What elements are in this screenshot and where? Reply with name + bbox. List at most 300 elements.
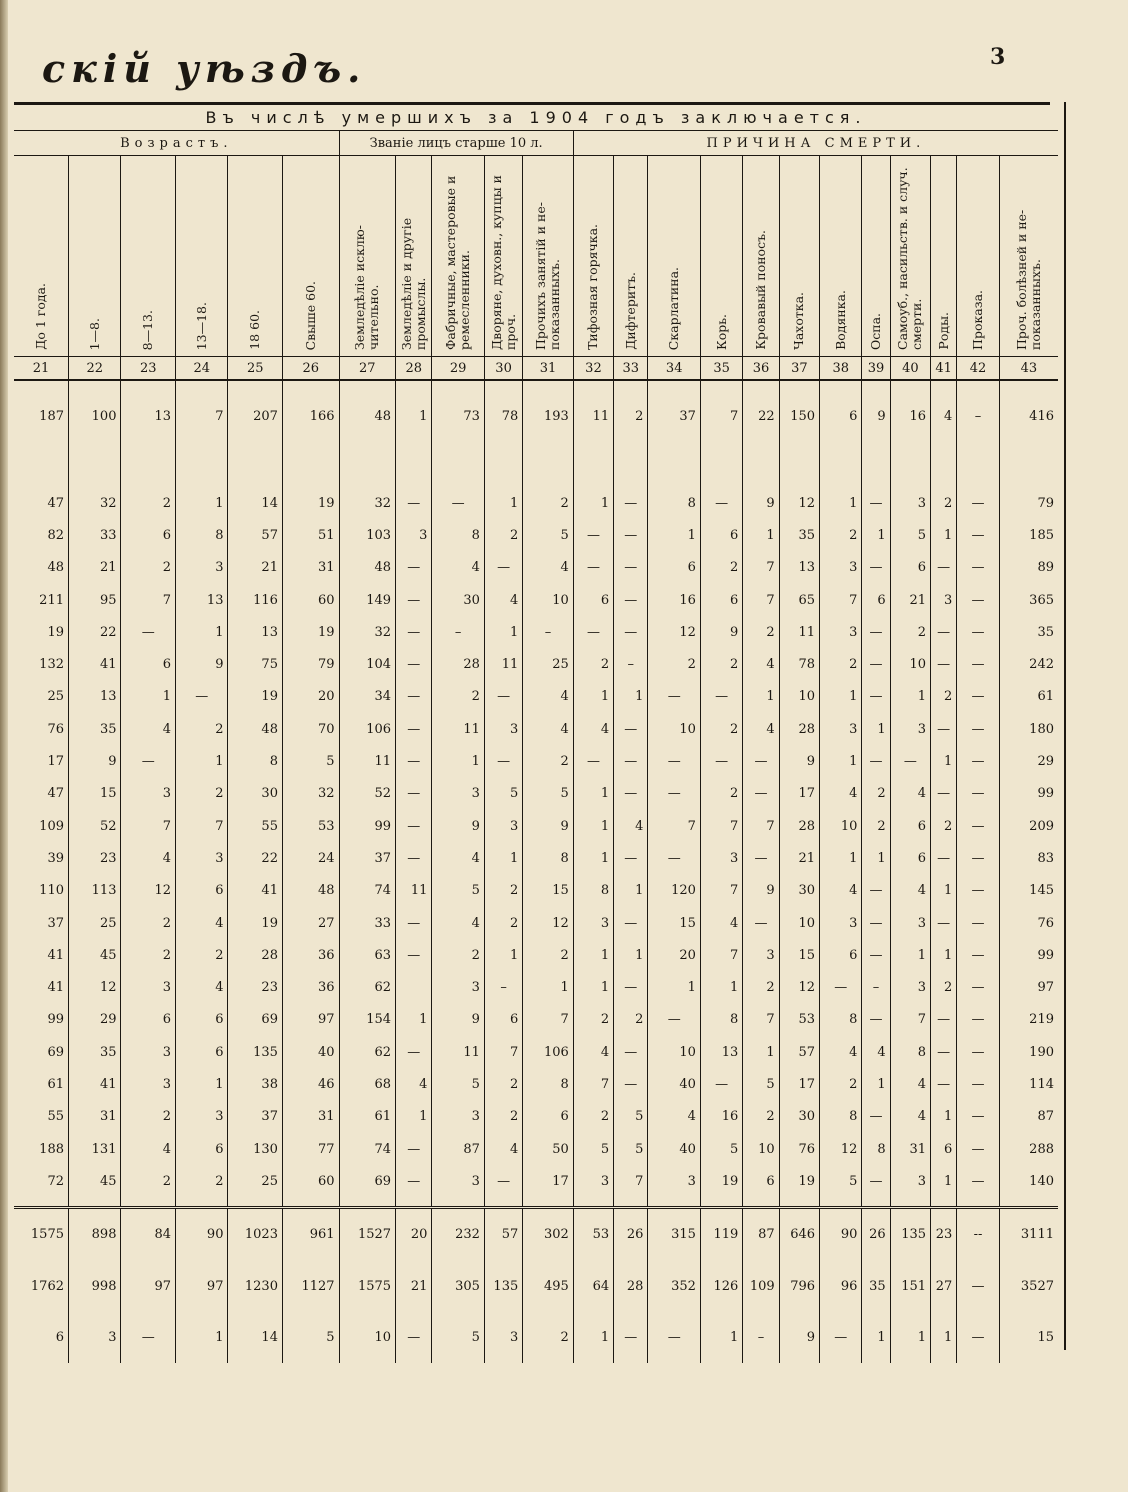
spacer-cell <box>396 451 432 487</box>
table-cell: — <box>931 1036 957 1068</box>
column-header <box>121 156 176 357</box>
table-row <box>14 487 1058 519</box>
table-cell: 19 <box>228 907 283 939</box>
table-cell: — <box>432 487 484 519</box>
table-cell: 1 <box>931 939 957 971</box>
table-cell: 3 <box>175 552 227 584</box>
table-cell: 90 <box>820 1207 862 1261</box>
table-cell: 2 <box>700 778 742 810</box>
table-cell: — <box>957 713 999 745</box>
table-cell: 2 <box>175 939 227 971</box>
table-cell: 1 <box>175 616 227 648</box>
column-number: 40 <box>890 357 930 381</box>
column-header-label: Корь. <box>713 314 729 350</box>
table-cell: 55 <box>228 810 283 842</box>
table-cell: 4 <box>175 971 227 1003</box>
table-cell: — <box>957 875 999 907</box>
table-cell: 2 <box>432 681 484 713</box>
table-cell: 2 <box>523 745 574 777</box>
table-cell: 130 <box>228 1133 283 1165</box>
column-header-label: Дифтеритъ. <box>622 272 638 350</box>
table-cell: 6 <box>121 648 176 680</box>
table-cell: — <box>820 971 862 1003</box>
table-cell: 2 <box>890 616 930 648</box>
column-number: 30 <box>484 357 522 381</box>
table-cell: 4 <box>890 1068 930 1100</box>
table-cell: 193 <box>523 380 574 451</box>
table-cell: — <box>121 616 176 648</box>
table-cell: 7 <box>890 1004 930 1036</box>
table-cell: 31 <box>282 552 339 584</box>
column-number-row <box>14 357 1058 381</box>
table-cell: 21 <box>228 552 283 584</box>
column-number: 36 <box>743 357 779 381</box>
table-cell: — <box>396 1313 432 1363</box>
table-cell: 13 <box>69 681 121 713</box>
table-cell: 13 <box>700 1036 742 1068</box>
table-cell: 1 <box>432 745 484 777</box>
table-cell: 154 <box>339 1004 396 1036</box>
table-cell: 17 <box>14 745 69 777</box>
table-cell: 3 <box>121 1068 176 1100</box>
column-header-label: Чахотка. <box>791 292 807 350</box>
table-cell: 120 <box>648 875 700 907</box>
table-cell: – <box>862 971 890 1003</box>
table-cell: 4 <box>648 1101 700 1133</box>
table-cell: 4 <box>573 713 613 745</box>
spacer-cell <box>228 451 283 487</box>
table-cell: 305 <box>432 1261 484 1313</box>
table-cell: 2 <box>700 552 742 584</box>
table-cell: 10 <box>339 1313 396 1363</box>
table-cell: 1 <box>648 971 700 1003</box>
table-cell: 53 <box>282 810 339 842</box>
table-cell: 5 <box>282 745 339 777</box>
table-cell: 2 <box>121 487 176 519</box>
table-cell: 29 <box>1037 754 1054 770</box>
table-cell: 1 <box>614 939 648 971</box>
column-header-label: 8—13. <box>140 309 156 350</box>
table-cell: 21 <box>69 552 121 584</box>
table-cell: 13 <box>121 380 176 451</box>
table-cell: 7 <box>743 810 779 842</box>
table-cell: 36 <box>282 971 339 1003</box>
table-cell: 15 <box>69 778 121 810</box>
table-cell: 2 <box>175 713 227 745</box>
table-cell: 69 <box>339 1165 396 1197</box>
table-cell: 35 <box>69 713 121 745</box>
table-cell: 10 <box>779 681 819 713</box>
table-cell: 106 <box>523 1036 574 1068</box>
column-header-label: Водянка. <box>832 290 848 350</box>
group-age: Возрастъ. <box>14 131 339 156</box>
table-cell: 5 <box>890 519 930 551</box>
table-row <box>14 971 1058 1003</box>
table-cell: – <box>743 1313 779 1363</box>
table-cell: 3 <box>432 778 484 810</box>
table-cell: 6 <box>820 380 862 451</box>
table-cell: — <box>957 584 999 616</box>
table-cell: — <box>484 552 522 584</box>
table-cell: 1023 <box>228 1207 283 1261</box>
table-cell: — <box>862 616 890 648</box>
table-cell: 110 <box>14 875 69 907</box>
table-cell: — <box>743 907 779 939</box>
table-cell: 5 <box>523 519 574 551</box>
table-cell: — <box>862 552 890 584</box>
table-cell: 3 <box>432 1101 484 1133</box>
table-cell: 365 <box>1029 592 1054 608</box>
table-cell: 961 <box>282 1207 339 1261</box>
table-cell: – <box>957 380 999 451</box>
column-number: 24 <box>175 357 227 381</box>
table-cell: 2 <box>648 648 700 680</box>
table-cell: 4 <box>820 778 862 810</box>
spacer-cell <box>999 451 1058 487</box>
table-cell: 1 <box>614 875 648 907</box>
table-cell: 76 <box>1037 915 1054 931</box>
column-header-label: До 1 года. <box>33 283 48 350</box>
table-cell: 75 <box>228 648 283 680</box>
table-cell: — <box>957 519 999 551</box>
table-cell: — <box>614 487 648 519</box>
spacer-cell <box>614 451 648 487</box>
table-cell: — <box>957 1313 999 1363</box>
table-cell: — <box>396 487 432 519</box>
table-cell: – <box>432 616 484 648</box>
column-header-label: 1—8. <box>86 317 102 350</box>
table-cell: 9 <box>743 487 779 519</box>
table-cell: 1 <box>175 745 227 777</box>
table-cell: 2 <box>175 1165 227 1197</box>
spacer-cell <box>743 1198 779 1208</box>
table-cell: — <box>396 1036 432 1068</box>
table-cell: 2 <box>862 810 890 842</box>
table-cell: — <box>614 1036 648 1068</box>
table-cell: 6 <box>743 1165 779 1197</box>
table-cell: 2 <box>931 681 957 713</box>
table-cell: 19 <box>228 681 283 713</box>
table-cell: 30 <box>779 1101 819 1133</box>
table-cell: 29 <box>69 1004 121 1036</box>
column-number: 22 <box>69 357 121 381</box>
table-cell: 4 <box>432 907 484 939</box>
table-cell: 1 <box>573 1313 613 1363</box>
table-cell: — <box>700 487 742 519</box>
table-cell: 106 <box>339 713 396 745</box>
table-cell: 48 <box>339 380 396 451</box>
column-header <box>573 156 613 357</box>
table-cell: 41 <box>69 1068 121 1100</box>
table-cell: 113 <box>69 875 121 907</box>
table-cell: 5 <box>432 1068 484 1100</box>
spacer-cell <box>931 1198 957 1208</box>
table-cell: 24 <box>282 842 339 874</box>
table-cell: — <box>396 939 432 971</box>
table-cell: 26 <box>862 1207 890 1261</box>
table-cell: 23 <box>228 971 283 1003</box>
table-cell: — <box>743 745 779 777</box>
table-cell: 79 <box>1037 495 1054 511</box>
table-cell: 9 <box>432 810 484 842</box>
table-cell: 61 <box>339 1101 396 1133</box>
table-cell: 40 <box>648 1133 700 1165</box>
table-cell: 63 <box>339 939 396 971</box>
table-cell: 4 <box>523 552 574 584</box>
table-cell: 53 <box>779 1004 819 1036</box>
table-cell: 16 <box>648 584 700 616</box>
table-cell: 25 <box>69 907 121 939</box>
table-cell: — <box>862 875 890 907</box>
table-cell: 3 <box>648 1165 700 1197</box>
table-cell: 2 <box>614 1004 648 1036</box>
table-cell: 6 <box>121 519 176 551</box>
column-header-label: Прочихъ занятій и не-показанныхъ. <box>533 202 562 350</box>
table-cell: 2 <box>121 1165 176 1197</box>
table-cell: 60 <box>282 1165 339 1197</box>
table-row <box>14 616 1058 648</box>
table-row <box>14 745 1058 777</box>
table-row <box>14 1133 1058 1165</box>
table-cell: 19 <box>700 1165 742 1197</box>
table-cell: 31 <box>890 1133 930 1165</box>
table-cell: 9 <box>175 648 227 680</box>
table-cell: 2 <box>484 907 522 939</box>
table-cell: 140 <box>1029 1173 1054 1189</box>
table-cell: 84 <box>121 1207 176 1261</box>
table-cell: 12 <box>820 1133 862 1165</box>
table-cell: — <box>396 1133 432 1165</box>
spacer-cell <box>339 1198 396 1208</box>
table-cell: 41 <box>14 971 69 1003</box>
table-cell: 4 <box>743 713 779 745</box>
table-cell: 416 <box>1029 408 1054 424</box>
spacer-cell <box>484 451 522 487</box>
table-cell: 17 <box>779 778 819 810</box>
table-cell: 646 <box>779 1207 819 1261</box>
table-cell: 45 <box>69 1165 121 1197</box>
table-cell: 12 <box>779 971 819 1003</box>
table-cell: — <box>700 1068 742 1100</box>
column-header-label: Земледѣліе исклю-чительно. <box>352 225 382 350</box>
table-cell: 119 <box>700 1207 742 1261</box>
table-cell: 1 <box>484 842 522 874</box>
table-row <box>14 648 1058 680</box>
table-cell: 82 <box>14 519 69 551</box>
table-cell: 3 <box>69 1313 121 1363</box>
table-cell: 16 <box>890 380 930 451</box>
table-cell: 19 <box>14 616 69 648</box>
table-cell: 5 <box>614 1133 648 1165</box>
spacer-cell <box>890 451 930 487</box>
table-cell: 41 <box>14 939 69 971</box>
table-cell: — <box>957 939 999 971</box>
table-cell: 211 <box>14 584 69 616</box>
table-cell: — <box>957 1068 999 1100</box>
column-header-label: Свыше 60. <box>302 280 318 350</box>
table-cell: 41 <box>228 875 283 907</box>
table-cell: 242 <box>1029 657 1054 673</box>
table-cell: 207 <box>228 380 283 451</box>
table-cell: 6 <box>573 584 613 616</box>
table-row <box>14 778 1058 810</box>
table-cell: 1 <box>573 971 613 1003</box>
table-row <box>14 875 1058 907</box>
table-cell: — <box>573 552 613 584</box>
table-cell: — <box>396 713 432 745</box>
table-cell: 3 <box>700 842 742 874</box>
table-cell: — <box>931 552 957 584</box>
spacer-cell <box>614 1198 648 1208</box>
table-row <box>14 810 1058 842</box>
spacer-cell <box>820 451 862 487</box>
table-cell: 5 <box>820 1165 862 1197</box>
table-cell: 73 <box>432 380 484 451</box>
table-cell: 151 <box>890 1261 930 1313</box>
table-cell: 1 <box>862 842 890 874</box>
table-cell: — <box>573 745 613 777</box>
table-cell: 76 <box>779 1133 819 1165</box>
spacer-cell <box>228 1198 283 1208</box>
table-cell: 22 <box>69 616 121 648</box>
table-cell: 3 <box>820 907 862 939</box>
table-cell: 4 <box>121 713 176 745</box>
table-cell: 6 <box>175 875 227 907</box>
table-cell: — <box>890 745 930 777</box>
table-cell: — <box>957 1165 999 1197</box>
table-cell: — <box>820 1313 862 1363</box>
table-cell: 87 <box>432 1133 484 1165</box>
table-cell: — <box>396 552 432 584</box>
table-cell: 180 <box>1029 721 1054 737</box>
table-cell: 6 <box>175 1133 227 1165</box>
table-cell: — <box>862 487 890 519</box>
table-cell: 4 <box>820 875 862 907</box>
table-cell: 15 <box>779 939 819 971</box>
table-cell: 21 <box>890 584 930 616</box>
table-cell: 21 <box>779 842 819 874</box>
table-cell: 7 <box>700 810 742 842</box>
table-cell: 3527 <box>1020 1279 1054 1295</box>
table-cell: 1 <box>573 939 613 971</box>
spacer-cell <box>820 1198 862 1208</box>
table-cell: 10 <box>648 1036 700 1068</box>
column-number: 43 <box>999 357 1058 381</box>
spacer-cell <box>862 451 890 487</box>
table-cell: 104 <box>339 648 396 680</box>
table-cell: — <box>648 842 700 874</box>
column-header-label: Роды. <box>935 312 951 350</box>
table-cell: 15 <box>1037 1330 1054 1346</box>
table-cell: — <box>121 1313 176 1363</box>
table-cell: 7 <box>573 1068 613 1100</box>
table-cell: — <box>862 1004 890 1036</box>
spacer-cell <box>484 1198 522 1208</box>
column-number: 25 <box>228 357 283 381</box>
spacer-cell <box>890 1198 930 1208</box>
column-header <box>228 156 283 357</box>
table-cell: 1 <box>175 1313 227 1363</box>
table-cell: 5 <box>432 875 484 907</box>
table-cell: 100 <box>69 380 121 451</box>
table-cell: — <box>614 778 648 810</box>
table-cell: 1 <box>890 939 930 971</box>
spacer-cell <box>396 1198 432 1208</box>
table-cell: — <box>862 1101 890 1133</box>
table-cell: 90 <box>175 1207 227 1261</box>
table-cell: — <box>743 842 779 874</box>
table-cell: 97 <box>282 1004 339 1036</box>
spacer-cell <box>121 1198 176 1208</box>
table-cell: 36 <box>282 939 339 971</box>
table-cell: 40 <box>282 1036 339 1068</box>
column-header <box>779 156 819 357</box>
table-cell: 1 <box>890 1313 930 1363</box>
table-cell: 25 <box>228 1165 283 1197</box>
table-cell: 4 <box>121 1133 176 1165</box>
table-cell: 4 <box>890 1101 930 1133</box>
group-header-row <box>14 131 1058 156</box>
table-cell: 11 <box>573 380 613 451</box>
table-cell: 116 <box>228 584 283 616</box>
column-number: 21 <box>14 357 69 381</box>
column-header <box>339 156 396 357</box>
table-cell: 11 <box>484 648 522 680</box>
table-cell: 4 <box>175 907 227 939</box>
table-row <box>14 907 1058 939</box>
table-cell: 6 <box>648 552 700 584</box>
column-header-label: Оспа. <box>868 312 884 350</box>
table-cell: 7 <box>743 552 779 584</box>
table-cell: — <box>700 681 742 713</box>
table-cell: 1 <box>700 1313 742 1363</box>
table-cell: 95 <box>69 584 121 616</box>
column-header-label: Фабричные, мастеровые и ремесленники. <box>443 175 473 350</box>
table-cell: 7 <box>175 380 227 451</box>
spacer-cell <box>999 1198 1058 1208</box>
table-cell: — <box>648 681 700 713</box>
table-row <box>14 939 1058 971</box>
table-cell: 219 <box>1029 1012 1054 1028</box>
table-cell: 6 <box>890 842 930 874</box>
table-cell: 1575 <box>14 1207 69 1261</box>
column-header <box>523 156 574 357</box>
table-cell: 998 <box>69 1261 121 1313</box>
table-cell: — <box>614 907 648 939</box>
table-cell: — <box>396 778 432 810</box>
table-cell: — <box>957 1261 999 1313</box>
table-cell: 10 <box>779 907 819 939</box>
table-cell: 62 <box>339 1036 396 1068</box>
column-header-label: Проч. болѣзней и не-показанныхъ. <box>1013 209 1043 350</box>
table-cell: 28 <box>432 648 484 680</box>
table-cell: — <box>614 584 648 616</box>
table-cell: 5 <box>614 1101 648 1133</box>
summary-row <box>14 1261 1058 1313</box>
table-row <box>14 713 1058 745</box>
table-cell: — <box>931 778 957 810</box>
table-cell: 28 <box>228 939 283 971</box>
column-header <box>957 156 999 357</box>
table-cell: – <box>523 616 574 648</box>
table-cell: 3 <box>396 519 432 551</box>
spacer-cell <box>700 451 742 487</box>
spacer-cell <box>121 451 176 487</box>
table-cell: 2 <box>484 875 522 907</box>
table-cell: — <box>614 713 648 745</box>
total-row-top <box>14 380 1058 451</box>
column-header <box>432 156 484 357</box>
